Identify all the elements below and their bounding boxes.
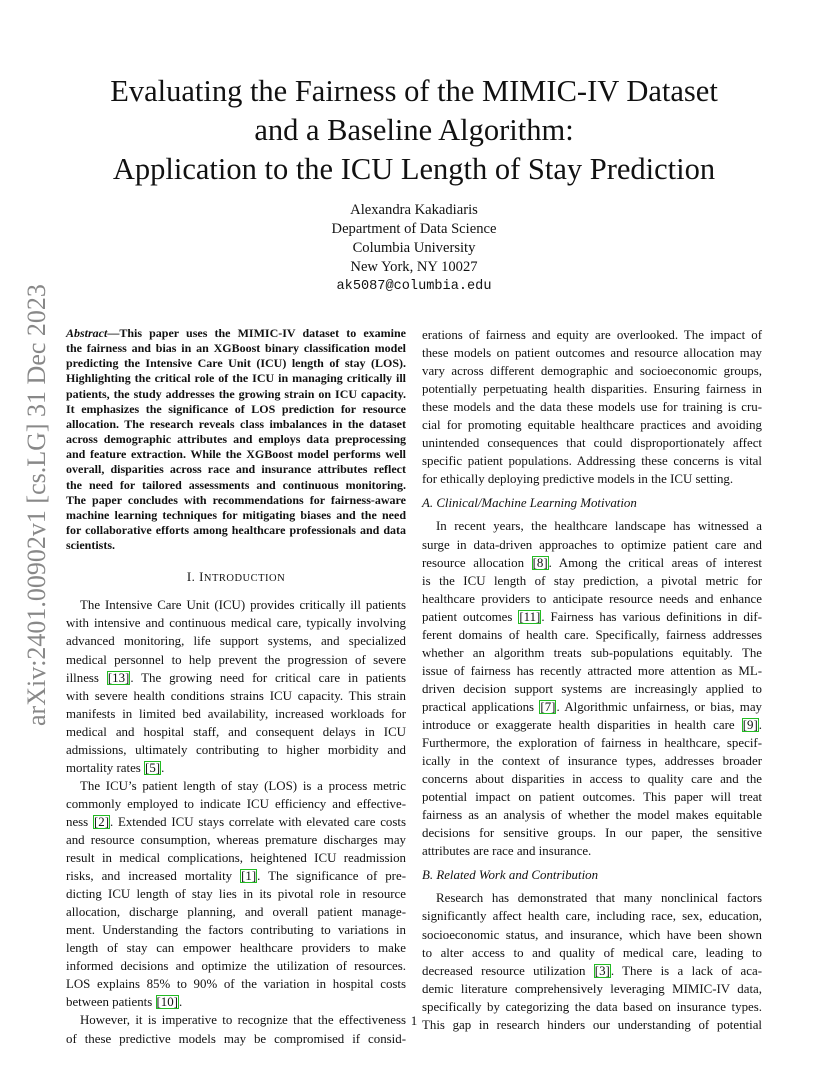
abstract-line: patients, the study addresses the growing strain on ICU capacity.: [66, 386, 406, 401]
citation-link[interactable]: [7]: [540, 699, 556, 714]
paper-title: [60, 72, 768, 189]
citation-link[interactable]: [11]: [519, 609, 541, 624]
abstract-line: Highlighting the critical role of the ICU in managing critically ill: [66, 371, 406, 386]
abstract-lead: Abstract: [66, 326, 108, 340]
subsection-b-paragraph: Research has demonstrated that many nonclinical factors significantly affect health care, including race, sex, education, socioeconomic status, and insurance, which have been shown to alter access to and quality of medical care, leading to decreased resource utilization [3]. There is a lack of aca- demic literature comprehensively leveraging MIMIC-IV data, specifically by categorizing the data based on insurance types. This gap in research hinders our understanding of potential: [422, 891, 762, 1032]
abstract-line: scientists.: [66, 538, 115, 553]
title-line: Application to the ICU Length of Stay Prediction: [112, 152, 716, 186]
intro-paragraph-1: The Intensive Care Unit (ICU) provides critically ill patients with intensive and continuous medical care, typically involving advanced monitoring, life support systems, and specialized medical personnel to help prevent the progression of severe illness [13]. The growing need for critical care in patients with severe health conditions strains ICU capacity. This strain manifests in limited bed availability, increased workloads for medical and hospital staff, and consequent delays in ICU admissions, ultimately contributing to higher morbidity and mortality rates [5].: [66, 598, 406, 775]
subsection-a-paragraph: In recent years, the healthcare landscape has witnessed a surge in data-driven approaches to optimize patient care and resource allocation [8]. Among the critical areas of interest is the ICU length of stay prediction, a pivotal metric for healthcare providers to anticipate resource needs and enhance patient outcomes [11]. Fairness has various definitions in dif- ferent domains of health care. Specifically, fairness addresses whether an algorithm treats sub-populations equitably. The issue of fairness has recently attracted more attention as ML- driven decision support systems are increasingly applied to practical applications [7]. Algorithmic unfairness, or bias, may introduce or exaggerate health disparities in health care [9]. Furthermore, the exploration of fairness in healthcare, specif- ically in the context of insurance types, addresses broader concerns about disparities in access to quality care and the potential impact on patient outcomes. This paper will treat fairness as an analysis of whether the model makes equitable decisions for sensitive groups. In our paper, the sensitive attributes are race and insurance.: [422, 519, 762, 859]
citation-link[interactable]: [5]: [145, 760, 161, 775]
author-email[interactable]: ak5087@columbia.edu: [336, 279, 492, 294]
subsection-heading-b: B. Related Work and Contribution: [422, 868, 599, 883]
citation-link[interactable]: [13]: [107, 670, 130, 685]
intro-paragraph-3: However, it is imperative to recognize that the effectiveness of these predictive models may be compromised if consid-: [66, 1013, 406, 1046]
citation-link[interactable]: [1]: [241, 869, 257, 884]
abstract-line: The paper concludes with recommendations for fairness-aware: [66, 492, 406, 507]
abstract-line: the fairness and bias in an XGBoost binary classification model: [66, 341, 406, 356]
abstract-line: machine learning techniques for mitigating biases and the need: [66, 507, 406, 522]
subsection-heading-a: A. Clinical/Machine Learning Motivation: [422, 496, 637, 511]
left-column: [66, 326, 406, 1048]
right-column: [422, 326, 762, 1034]
intro-paragraph-3-continued: erations of fairness and equity are overlooked. The impact of these models on patient outcomes and resource allocation may vary across different demographic and socioeconomic groups, potentially perpetuating health disparities. Ensuring fairness in these models and the data these models use for training is cru- cial for promoting equitable healthcare practices and avoiding unintended consequences that could disproportionately affect specific patient populations. Addressing these concerns is vital for ethically deploying predictive models in the ICU setting.: [422, 328, 762, 487]
abstract-line: It emphasizes the significance of LOS prediction for resource: [66, 401, 406, 416]
author-block: [200, 201, 628, 296]
abstract-line: overall, disparities across race and insurance attributes reflect: [66, 462, 406, 477]
abstract-line: allocation. The research reveals class imbalances in the dataset: [66, 416, 406, 431]
abstract-line: across demographic attributes and employs data preprocessing: [66, 432, 406, 447]
abstract-line: the need for tailored assessments and continuous monitoring.: [66, 477, 406, 492]
citation-link[interactable]: [10]: [156, 995, 178, 1010]
author-university: Columbia University: [352, 240, 476, 256]
abstract: [66, 326, 406, 553]
abstract-line: predicting the Intensive Care Unit (ICU) length of stay (LOS).: [66, 356, 406, 371]
citation-link[interactable]: [3]: [594, 963, 610, 978]
intro-paragraph-2: The ICU’s patient length of stay (LOS) is a process metric commonly employed to indicate ICU efficiency and effective- ness [2]. Extended ICU stays correlate with elevated care costs and resource consumption, whereas premature discharges may result in medical complications, heightened ICU readmission risks, and increased mortality [1]. The significance of pre- dicting ICU length of stay lies in its pivotal role in resource allocation, discharge planning, and overall patient manage- ment. Understanding the factors contributing to variations in length of stay can empower healthcare providers to make informed decisions and optimize the utilization of resources. LOS explains 85% to 90% of the variation in hospital costs between patients [10].: [66, 778, 406, 1010]
title-line: and a Baseline Algorithm:: [254, 113, 574, 147]
page-number: 1: [410, 1013, 418, 1028]
author-name: Alexandra Kakadiaris: [350, 202, 478, 218]
citation-link[interactable]: [2]: [93, 814, 109, 829]
abstract-line: for collaborative efforts among healthcare professionals and data: [66, 523, 406, 538]
abstract-line: and feature extraction. While the XGBoost model performs well: [66, 447, 406, 462]
author-department: Department of Data Science: [331, 221, 497, 237]
arxiv-identifier: arXiv:2401.00902v1 [cs.LG] 31 Dec 2023: [22, 284, 51, 726]
citation-link[interactable]: [9]: [742, 717, 758, 732]
title-line: Evaluating the Fairness of the MIMIC-IV Dataset: [110, 74, 718, 108]
citation-link[interactable]: [8]: [532, 555, 548, 570]
section-heading-introduction: I. INTRODUCTION: [186, 570, 286, 585]
author-location: New York, NY 10027: [350, 259, 478, 275]
abstract-line: Abstract—This paper uses the MIMIC-IV dataset to examine: [66, 326, 406, 340]
